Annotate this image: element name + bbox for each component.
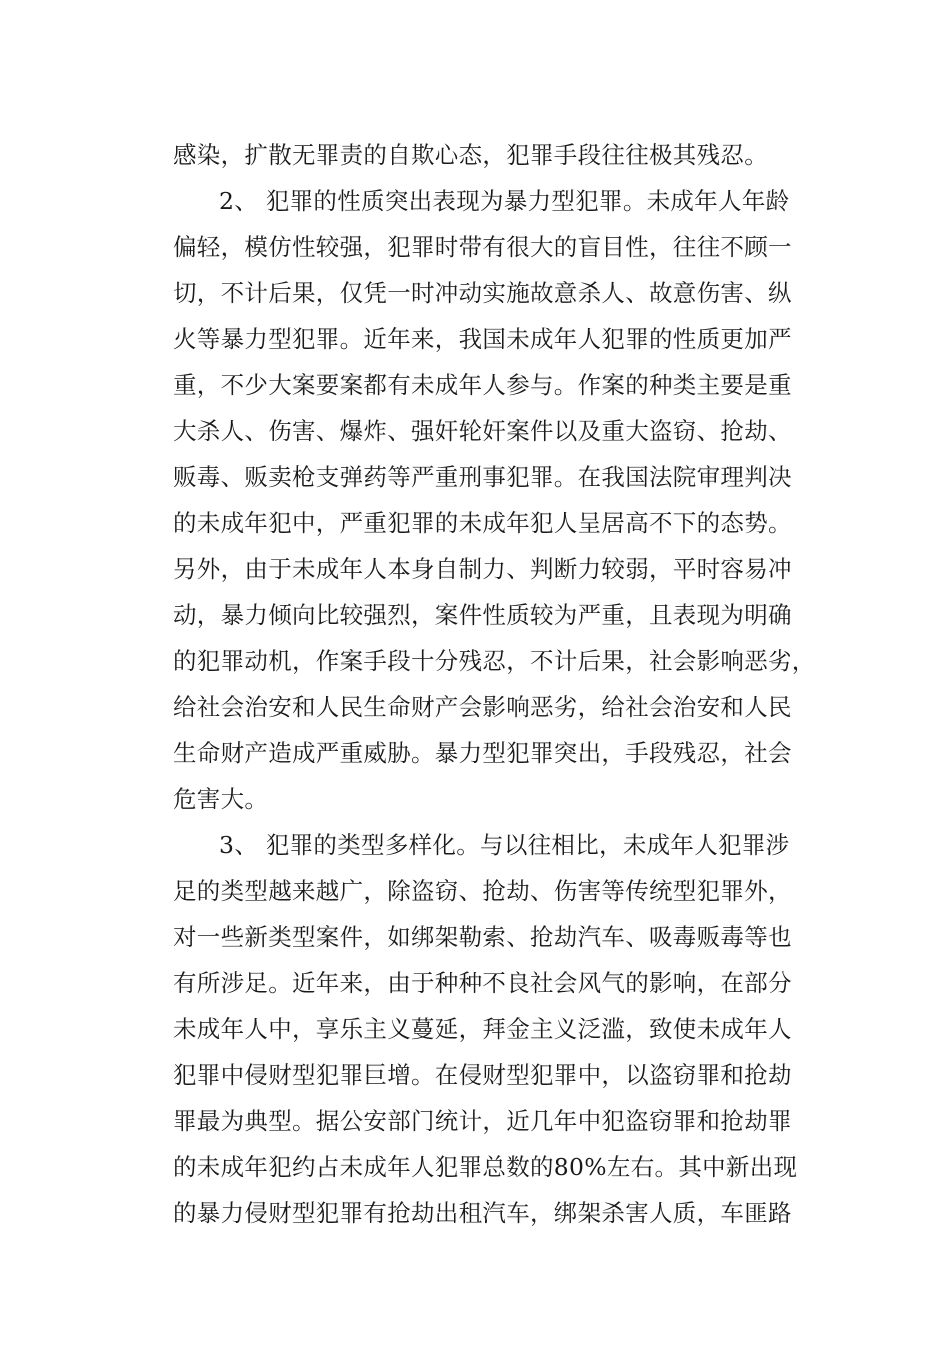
text-line: 重，不少大案要案都有未成年人参与。作案的种类主要是重 [173, 371, 792, 399]
text-line: 未成年人中，享乐主义蔓延，拜金主义泛滥，致使未成年人 [173, 1015, 792, 1043]
text-line: 3、 犯罪的类型多样化。与以往相比，未成年人犯罪涉 [219, 831, 790, 859]
text-line: 贩毒、贩卖枪支弹药等严重刑事犯罪。在我国法院审理判决 [173, 463, 792, 491]
text-line: 感染，扩散无罪责的自欺心态，犯罪手段往往极其残忍。 [173, 141, 768, 169]
text-line: 的暴力侵财型犯罪有抢劫出租汽车，绑架杀害人质，车匪路 [173, 1199, 792, 1227]
text-line: 罪最为典型。据公安部门统计，近几年中犯盗窃罪和抢劫罪 [173, 1107, 792, 1135]
text-line: 危害大。 [173, 785, 269, 813]
text-line: 的未成年犯中，严重犯罪的未成年犯人呈居高不下的态势。 [173, 509, 792, 537]
text-line: 2、 犯罪的性质突出表现为暴力型犯罪。未成年人年龄 [219, 187, 790, 215]
text-line: 犯罪中侵财型犯罪巨增。在侵财型犯罪中，以盗窃罪和抢劫 [173, 1061, 792, 1089]
text-line: 给社会治安和人民生命财产会影响恶劣，给社会治安和人民 [173, 693, 792, 721]
text-line: 动，暴力倾向比较强烈，案件性质较为严重，且表现为明确 [173, 601, 792, 629]
text-line: 的未成年犯约占未成年人犯罪总数的80%左右。其中新出现 [173, 1153, 798, 1181]
text-line: 偏轻，模仿性较强，犯罪时带有很大的盲目性，往往不顾一 [173, 233, 792, 261]
text-line: 切，不计后果，仅凭一时冲动实施故意杀人、故意伤害、纵 [173, 279, 792, 307]
text-line: 大杀人、伤害、爆炸、强奸轮奸案件以及重大盗窃、抢劫、 [173, 417, 792, 445]
text-line: 另外，由于未成年人本身自制力、判断力较弱，平时容易冲 [173, 555, 792, 583]
text-line: 对一些新类型案件，如绑架勒索、抢劫汽车、吸毒贩毒等也 [173, 923, 792, 951]
text-line: 的犯罪动机，作案手段十分残忍，不计后果，社会影响恶劣， [173, 647, 816, 675]
text-line: 火等暴力型犯罪。近年来，我国未成年人犯罪的性质更加严 [173, 325, 792, 353]
text-line: 生命财产造成严重威胁。暴力型犯罪突出，手段残忍，社会 [173, 739, 792, 767]
text-line: 足的类型越来越广，除盗窃、抢劫、伤害等传统型犯罪外， [173, 877, 792, 905]
text-line: 有所涉足。近年来，由于种种不良社会风气的影响，在部分 [173, 969, 792, 997]
